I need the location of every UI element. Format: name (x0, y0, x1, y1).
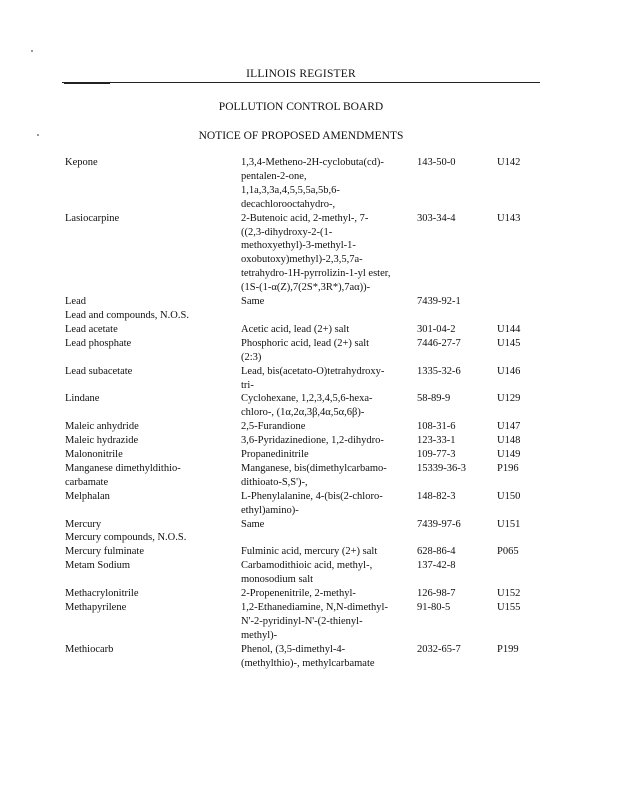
chemical-abstracts-name: Same (241, 296, 265, 308)
table-row (65, 212, 555, 295)
chemical-abstracts-name: Phenol, (3,5-dimethyl-4- (methylthio)-, methylcarbamate (241, 643, 375, 669)
waste-code: U152 (497, 588, 521, 600)
cas-number: 143-50-0 (417, 157, 456, 168)
cas-number: 58-89-9 (417, 393, 451, 405)
cas-number: 1335-32-6 (417, 365, 461, 377)
cas-number: 123-33-1 (417, 435, 456, 447)
table-row (65, 490, 555, 518)
substance-name: Mercury (65, 518, 102, 530)
cas-number: 126-98-7 (417, 588, 456, 600)
chemical-abstracts-name: 1,3,4-Metheno-2H-cyclobuta(cd)- pentalen-2-one, 1,1a,3,3a,4,5,5,5a,5b,6- decachlorooctahydro-, (241, 157, 384, 210)
chemical-abstracts-name: Acetic acid, lead (2+) salt (241, 323, 350, 335)
chemical-abstracts-name: Lead, bis(acetato-O)tetrahydroxy- tri- (241, 365, 385, 391)
chemical-abstracts-name: 1,2-Ethanediamine, N,N-dimethyl- N'-2-pyridinyl-N'-(2-thienyl- methyl)- (241, 602, 388, 641)
waste-code: U145 (497, 337, 521, 349)
substance-name: Mercury fulminate (65, 546, 145, 558)
substance-name: Lindane (65, 393, 100, 405)
substance-name: Lead and compounds, N.O.S. (65, 309, 189, 321)
chemical-abstracts-name: 2,5-Furandione (241, 421, 306, 433)
table-row (65, 587, 555, 601)
table-row (65, 309, 555, 323)
cas-number: 109-77-3 (417, 449, 456, 461)
table-row (65, 601, 555, 643)
scan-speck (31, 50, 33, 52)
chemical-abstracts-name (241, 309, 417, 323)
cas-number: 2032-65-7 (417, 643, 461, 655)
waste-code: U142 (497, 157, 521, 168)
table-row (65, 448, 555, 462)
substance-name: Lasiocarpine (65, 212, 120, 224)
waste-code: U150 (497, 490, 521, 502)
waste-code (497, 295, 547, 309)
table-row (65, 462, 555, 490)
waste-code: U151 (497, 518, 521, 530)
cas-number: 303-34-4 (417, 212, 456, 224)
table-row (65, 337, 555, 365)
waste-code (497, 559, 547, 587)
table-row (65, 518, 555, 532)
substance-name: Methapyrilene (65, 602, 127, 613)
chemical-abstracts-name: 3,6-Pyridazinedione, 1,2-dihydro- (241, 435, 384, 447)
substance-name: Kepone (65, 157, 98, 168)
cas-number: 7439-97-6 (417, 518, 461, 530)
waste-code: P196 (497, 462, 519, 474)
waste-code (497, 309, 547, 323)
table-row (65, 559, 555, 587)
waste-code: U143 (497, 212, 521, 224)
cas-number: 91-80-5 (417, 602, 451, 613)
cas-number: 137-42-8 (417, 560, 456, 572)
cas-number: 7446-27-7 (417, 337, 461, 349)
chemical-abstracts-name: Manganese, bis(dimethylcarbamo- dithioato-S,S')-, (241, 462, 387, 488)
table-row (65, 545, 555, 559)
chemical-abstracts-name: Propanedinitrile (241, 449, 309, 461)
table-row (65, 643, 555, 671)
header-rule (62, 82, 540, 83)
chemical-abstracts-name: Cyclohexane, 1,2,3,4,5,6-hexa- chloro-, (1α,2α,3β,4α,5α,6β)- (241, 393, 373, 419)
table-row (65, 323, 555, 337)
substance-name: Manganese dimethyldithio- carbamate (65, 462, 181, 488)
cas-number: 628-86-4 (417, 546, 456, 558)
table-row (65, 392, 555, 420)
header-rule-accent (64, 82, 110, 84)
table-row (65, 295, 555, 309)
substance-name: Lead subacetate (65, 365, 133, 377)
substance-name: Lead phosphate (65, 337, 132, 349)
waste-table (65, 156, 555, 671)
table-row (65, 156, 555, 212)
waste-code: P065 (497, 546, 519, 558)
chemical-abstracts-name: 2-Propenenitrile, 2-methyl- (241, 588, 356, 600)
waste-code: U146 (497, 365, 521, 377)
cas-number (417, 309, 497, 323)
waste-code: U149 (497, 449, 521, 461)
substance-name: Lead acetate (65, 323, 118, 335)
chemical-abstracts-name: Phosphoric acid, lead (2+) salt (2:3) (241, 337, 370, 363)
substance-name: Methiocarb (65, 643, 114, 655)
waste-code (497, 531, 547, 545)
waste-code: U155 (497, 602, 521, 613)
waste-code: P199 (497, 643, 519, 655)
cas-number: 148-82-3 (417, 490, 456, 502)
table-row (65, 420, 555, 434)
chemical-abstracts-name: Fulminic acid, mercury (2+) salt (241, 546, 378, 558)
waste-code: U144 (497, 323, 521, 335)
substance-name: Maleic hydrazide (65, 435, 139, 447)
substance-name: Methacrylonitrile (65, 588, 139, 600)
waste-code: U129 (497, 393, 521, 405)
cas-number: 108-31-6 (417, 421, 456, 433)
chemical-abstracts-name: Same (241, 518, 265, 530)
table-row (65, 531, 555, 545)
table-row (65, 434, 555, 448)
cas-number: 301-04-2 (417, 323, 456, 335)
waste-code: U147 (497, 421, 521, 433)
chemical-abstracts-name: L-Phenylalanine, 4-(bis(2-chloro- ethyl)amino)- (241, 490, 383, 516)
substance-name: Mercury compounds, N.O.S. (65, 532, 187, 544)
substance-name: Metam Sodium (65, 560, 131, 572)
waste-code: U148 (497, 435, 521, 447)
substance-name: Maleic anhydride (65, 421, 139, 433)
substance-name: Melphalan (65, 490, 110, 502)
cas-number (417, 531, 497, 545)
substance-name: Lead (65, 296, 86, 308)
table-row (65, 365, 555, 393)
cas-number: 7439-92-1 (417, 296, 461, 308)
cas-number: 15339-36-3 (417, 462, 466, 474)
substance-name: Malononitrile (65, 449, 123, 461)
chemical-abstracts-name: Carbamodithioic acid, methyl-, monosodium salt (241, 560, 373, 586)
chemical-abstracts-name (241, 531, 417, 545)
chemical-abstracts-name: 2-Butenoic acid, 2-methyl-, 7- ((2,3-dihydroxy-2-(1- methoxyethyl)-3-methyl-1- oxobutoxy)methyl)-2,3,5,7a- tetrahydro-1H-pyrrolizin-1-yl ester, (1S-(1-α(Z),7(2S*,3R*),7aα))- (241, 212, 391, 294)
notice-title: NOTICE OF PROPOSED AMENDMENTS (198, 130, 404, 142)
board-title: POLLUTION CONTROL BOARD (218, 101, 384, 113)
scan-speck (37, 134, 39, 136)
register-title: ILLINOIS REGISTER (246, 68, 356, 80)
